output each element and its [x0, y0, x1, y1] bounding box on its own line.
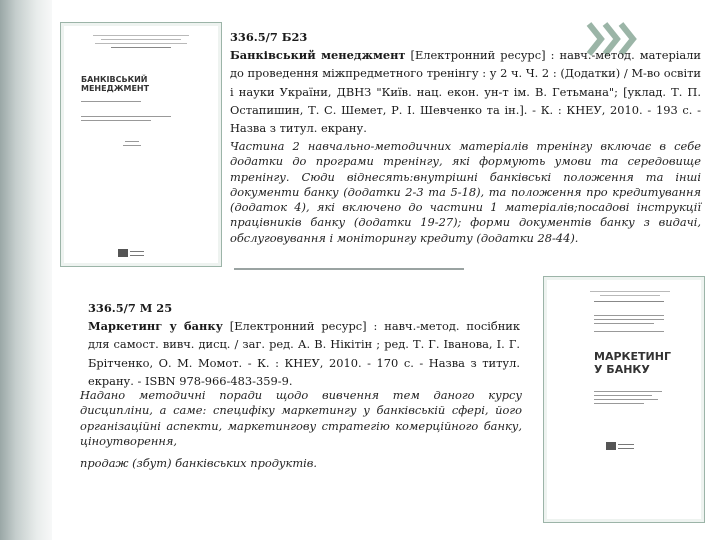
- publisher-logo-icon: [118, 249, 128, 257]
- entry-description: [Електронний ресурс] : навч.-метод. посібник для самост. вивч. дисц. / заг. ред. А. В. Нікітін ; ред. Т. Г. Іванова, І. Г. Брітченко, О. М. Момот. - К. : КНЕУ, 2010. - 170 с. - Назва з титул. екрану. - ISBN 978-966-483-359-9.: [88, 319, 520, 388]
- entry-description: [Електронний ресурс] : навч.-метод. матеріали до проведення міжпредметного тренінгу : у 2 ч. Ч. 2 : (Додатки) / М-во освіти і науки України, ДВНЗ "Київ. нац. екон. ун-т ім. В. Гетьмана"; [уклад. Т. П. Остапишин, Т. С. Шемет, Р. І. Шевченко та ін.]. - К. : КНЕУ, 2010. - 193 с. - Назва з титул. екрану.: [230, 48, 702, 136]
- annotation-2: [80, 388, 522, 471]
- publisher-logo-icon: [606, 442, 616, 450]
- annotation-text-last: продаж (збут) банківських продуктів.: [80, 456, 318, 471]
- left-decorative-strip: [0, 0, 52, 540]
- bibliographic-entry-2: [88, 299, 520, 390]
- call-number: 336.5/7 Б23: [230, 30, 308, 44]
- entry-title: Маркетинг у банку: [88, 319, 223, 334]
- annotation-text: Надано методичні поради щодо вивчення тем даного курсу дисципліни, а саме: специфіку маркетингу у банківській сфері, його організаційні аспекти, маркетингову стратегію комерційного банку, ціноутворення,: [80, 388, 522, 448]
- bibliographic-entry-1: [230, 28, 701, 137]
- entry-title: Банківський менеджмент: [230, 48, 406, 63]
- cover-title: МАРКЕТИНГ У БАНКУ: [594, 350, 671, 376]
- cover-title: БАНКІВСЬКИЙ МЕНЕДЖМЕНТ: [81, 75, 150, 94]
- call-number: 336.5/7 М 25: [88, 301, 173, 315]
- section-divider: [234, 268, 464, 270]
- book-cover-marketing-in-bank: [543, 276, 705, 523]
- book-cover-bank-management: [60, 22, 222, 267]
- annotation-1: Частина 2 навчально-методичних матеріалів тренінгу включає в себе додатки до програми тренінгу, які формують умови та середовище тренінгу. Сюди віднесять:внутрішні банківські положення та інші документи банку (додатки 2-3 та 5-18), та положення про кредитування (додаток 4), які включено до частини 1 матеріалів;посадові інструкції працівників банку (додатки 19-27); форми документів банку з видачі, обслуговування і моніторингу кредиту (додатки 28-44).: [230, 139, 701, 245]
